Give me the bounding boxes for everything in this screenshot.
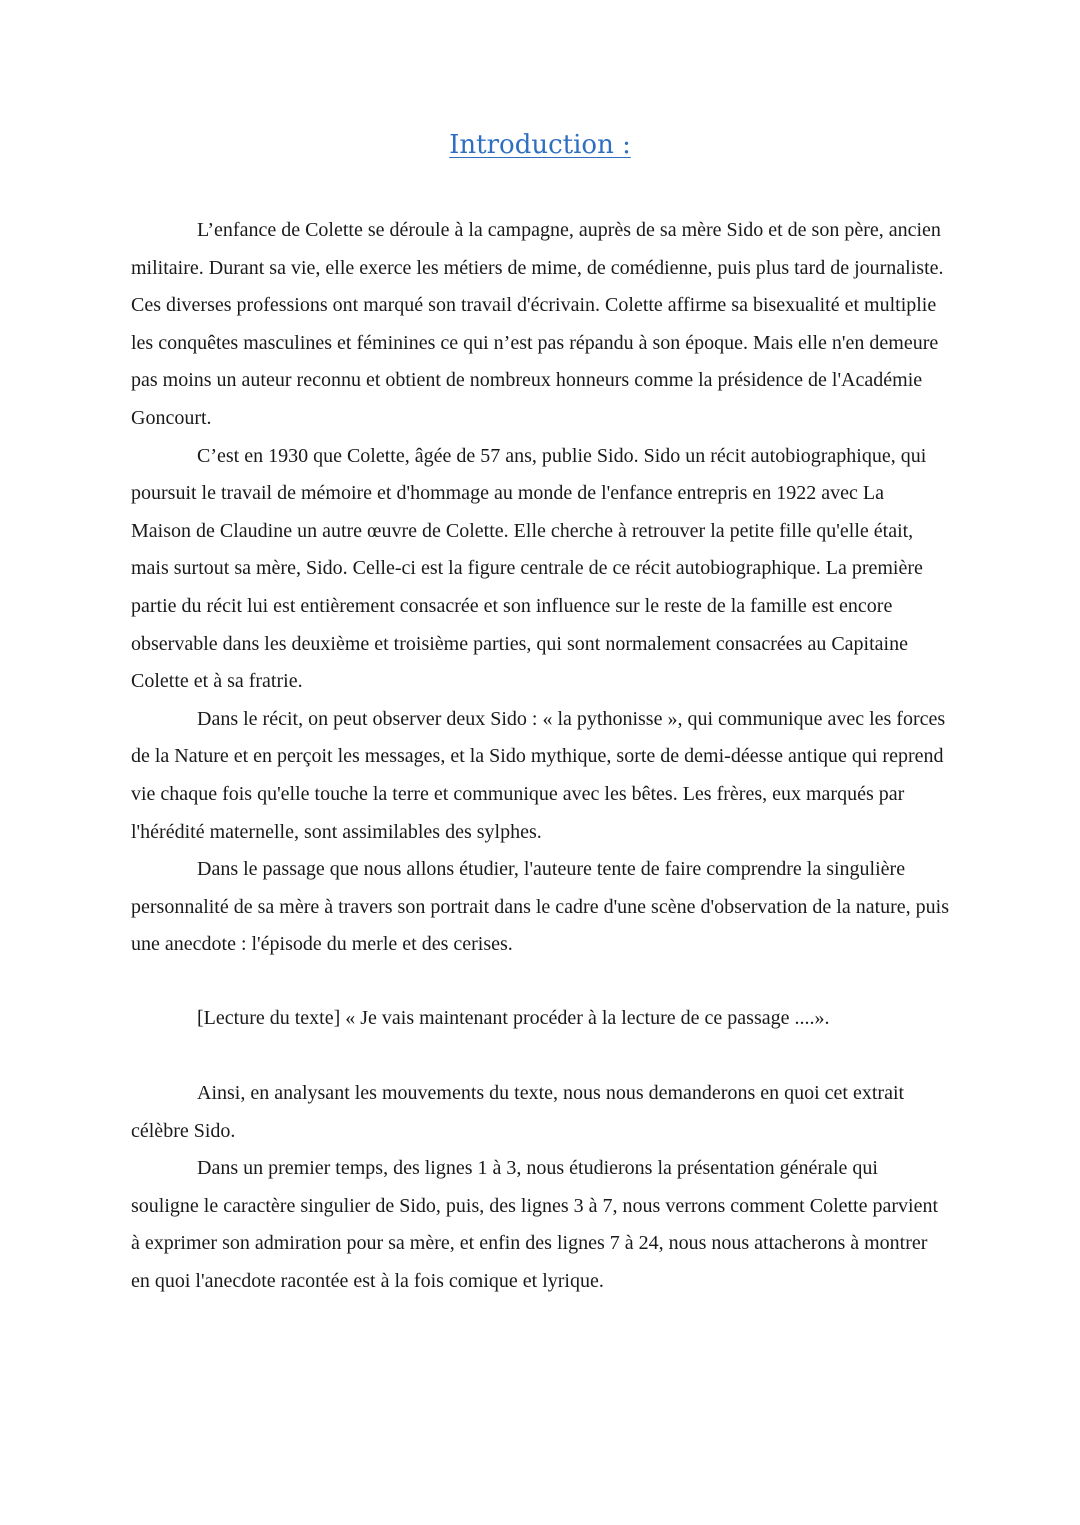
problem-section bbox=[131, 1075, 949, 1301]
paragraph-passage: Dans le passage que nous allons étudier, l'auteure tente de faire comprendre la singulière personnalité de sa mère à travers son portrait dans le cadre d'une scène d'observation de la nature, puis une anecdote : l'épisode du merle et des cerises. bbox=[131, 858, 950, 956]
paragraph-biography: L’enfance de Colette se déroule à la campagne, auprès de sa mère Sido et de son père, ancien militaire. Durant sa vie, elle exerce les métiers de mime, de comédienne, puis plus tard de journaliste. Ces diverses professions ont marqué son travail d'écrivain. Colette affirme sa bisexualité et multiplie les conquêtes masculines et féminines ce qui n’est pas répandu à son époque. Mais elle n'en demeure pas moins un auteur reconnu et obtient de nombreux honneurs comme la présidence de l'Académie Goncourt. bbox=[131, 219, 944, 429]
reading-section bbox=[131, 1000, 949, 1038]
page-title-text: Introduction : bbox=[449, 130, 631, 160]
paragraph-problem: Ainsi, en analysant les mouvements du texte, nous nous demanderons en quoi cet extrait célèbre Sido. bbox=[131, 1082, 905, 1142]
paragraph-plan: Dans un premier temps, des lignes 1 à 3, nous étudierons la présentation générale qui souligne le caractère singulier de Sido, puis, des lignes 3 à 7, nous verrons comment Colette parvient à exprimer son admiration pour sa mère, et enfin des lignes 7 à 24, nous nous attacherons à montrer en quoi l'anecdote racontée est à la fois comique et lyrique. bbox=[131, 1157, 939, 1292]
intro-section bbox=[131, 212, 949, 964]
paragraph-two-sido: Dans le récit, on peut observer deux Sido : « la pythonisse », qui communique avec les forces de la Nature et en perçoit les messages, et la Sido mythique, sorte de demi-déesse antique qui reprend vie chaque fois qu'elle touche la terre et communique avec les bêtes. Les frères, eux marqués par l'hérédité maternelle, sont assimilables des sylphes. bbox=[131, 707, 946, 843]
page-title bbox=[0, 130, 1080, 160]
paragraph-reading: [Lecture du texte] « Je vais maintenant procéder à la lecture de ce passage ....». bbox=[197, 1007, 830, 1029]
paragraph-publication: C’est en 1930 que Colette, âgée de 57 ans, publie Sido. Sido un récit autobiographique, qui poursuit le travail de mémoire et d'hommage au monde de l'enfance entrepris en 1922 avec La Maison de Claudine un autre œuvre de Colette. Elle cherche à retrouver la petite fille qu'elle était, mais surtout sa mère, Sido. Celle-ci est la figure centrale de ce récit autobiographique. La première partie du récit lui est entièrement consacrée et son influence sur le reste de la famille est encore observable dans les deuxième et troisième parties, qui sont normalement consacrées au Capitaine Colette et à sa fratrie. bbox=[131, 444, 927, 693]
